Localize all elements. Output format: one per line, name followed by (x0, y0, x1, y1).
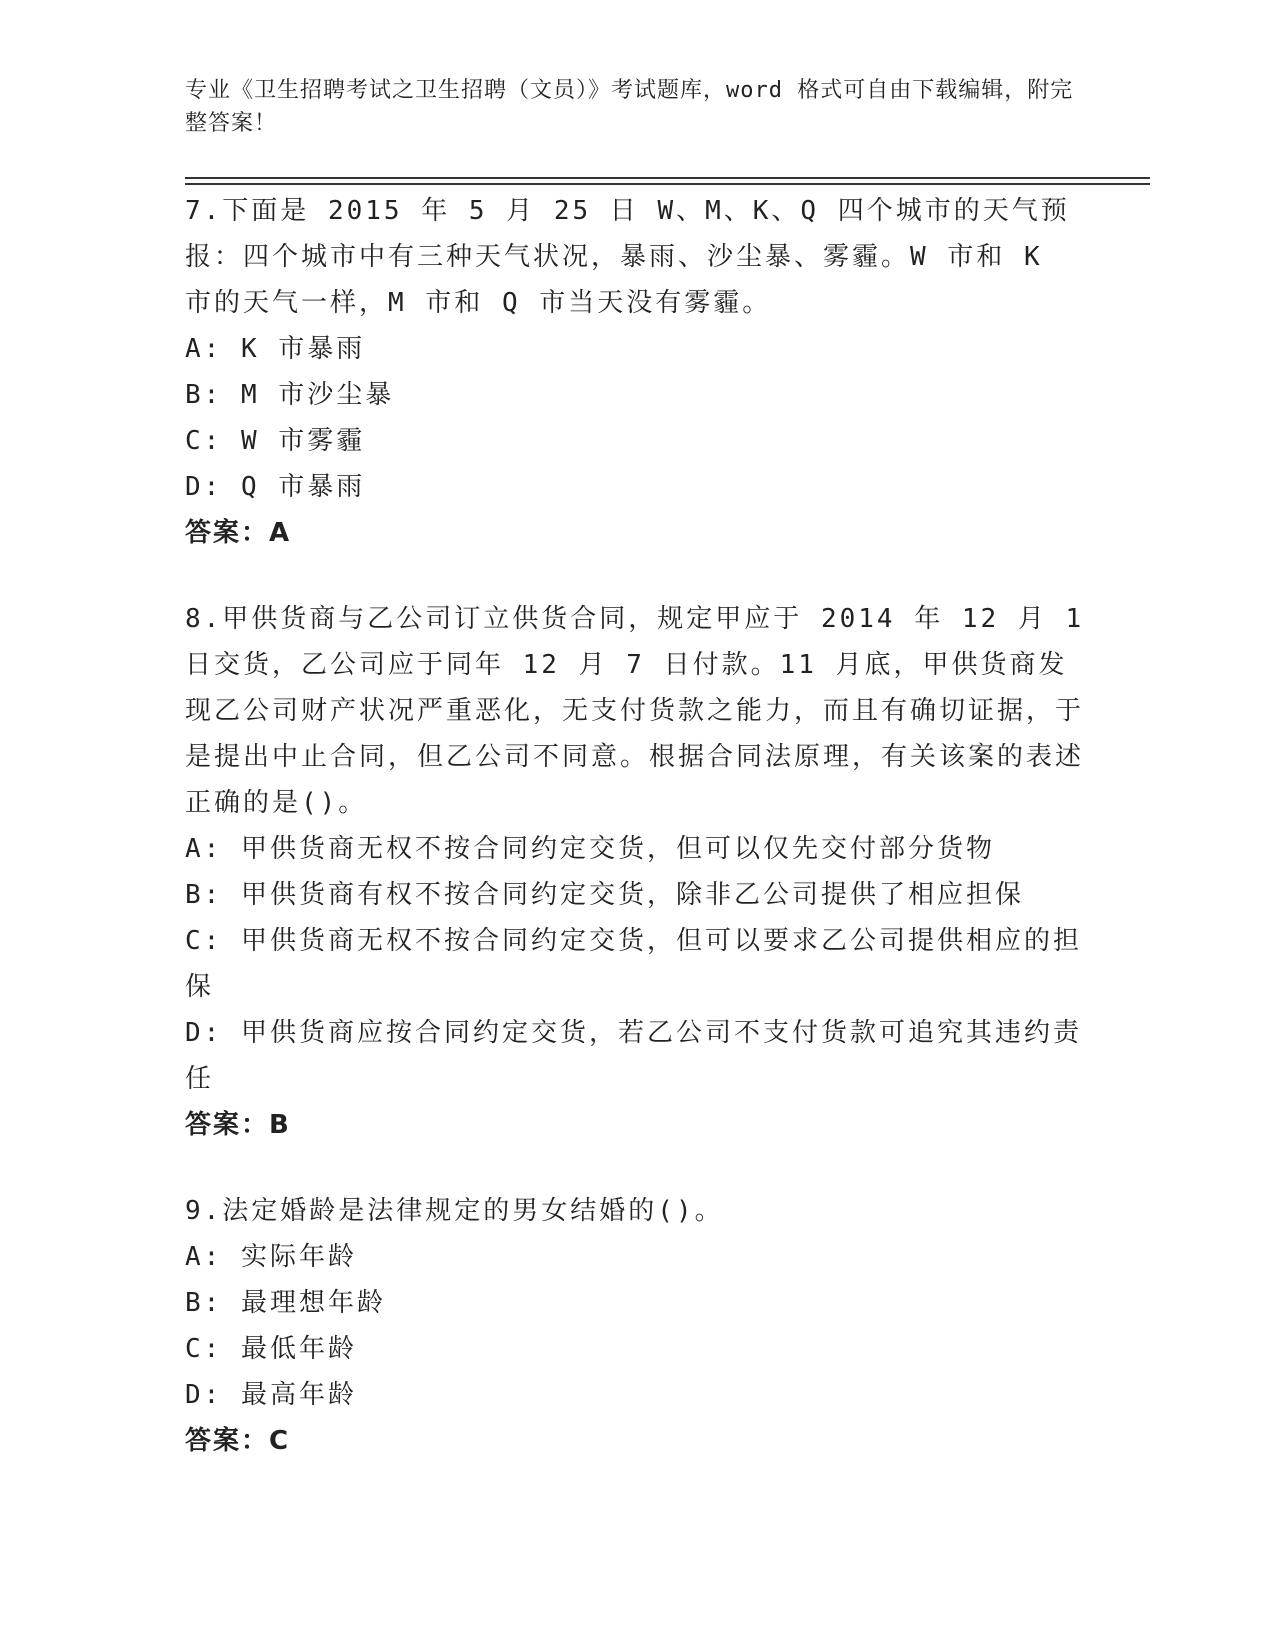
option-b: B: M 市沙尘暴 (185, 380, 395, 410)
document-header: 专业《卫生招聘考试之卫生招聘（文员）》考试题库，word 格式可自由下载编辑，附完整答案！ (185, 78, 1074, 136)
option-b: B: 甲供货商有权不按合同约定交货，除非乙公司提供了相应担保 (185, 880, 1024, 910)
option-c: C: 甲供货商无权不按合同约定交货，但可以要求乙公司提供相应的担保 (185, 926, 1082, 1002)
question-7 (185, 188, 1085, 556)
answer-label: 答案：B (185, 1110, 291, 1140)
option-c: C: W 市雾霾 (185, 426, 366, 456)
option-d: D: Q 市暴雨 (185, 472, 366, 502)
option-d: D: 最高年龄 (185, 1380, 357, 1410)
header-divider-top (185, 177, 1150, 179)
option-a: A: 实际年龄 (185, 1242, 357, 1272)
question-stem: 8.甲供货商与乙公司订立供货合同，规定甲应于 2014 年 12 月 1 日交货，乙公司应于同年 12 月 7 日付款。11 月底，甲供货商发现乙公司财产状况严重恶化，无支付货款之能力，而且有确切证据，于是提出中止合同，但乙公司不同意。根据合同法原理，有关该案的表述正确的是()。 (185, 604, 1085, 818)
question-stem: 9.法定婚龄是法律规定的男女结婚的()。 (185, 1196, 724, 1226)
question-9 (185, 1188, 1085, 1464)
question-list (185, 188, 1085, 1504)
question-8 (185, 596, 1085, 1148)
header-divider-bottom (185, 183, 1150, 185)
option-d: D: 甲供货商应按合同约定交货，若乙公司不支付货款可追究其违约责任 (185, 1018, 1082, 1094)
option-a: A: K 市暴雨 (185, 334, 366, 364)
answer-label: 答案：A (185, 518, 292, 548)
option-c: C: 最低年龄 (185, 1334, 357, 1364)
question-stem: 7.下面是 2015 年 5 月 25 日 W、M、K、Q 四个城市的天气预报：四个城市中有三种天气状况，暴雨、沙尘暴、雾霾。W 市和 K 市的天气一样，M 市和 Q 市当天没有雾霾。 (185, 196, 1070, 318)
answer-label: 答案：C (185, 1426, 291, 1456)
option-b: B: 最理想年龄 (185, 1288, 386, 1318)
option-a: A: 甲供货商无权不按合同约定交货，但可以仅先交付部分货物 (185, 834, 995, 864)
